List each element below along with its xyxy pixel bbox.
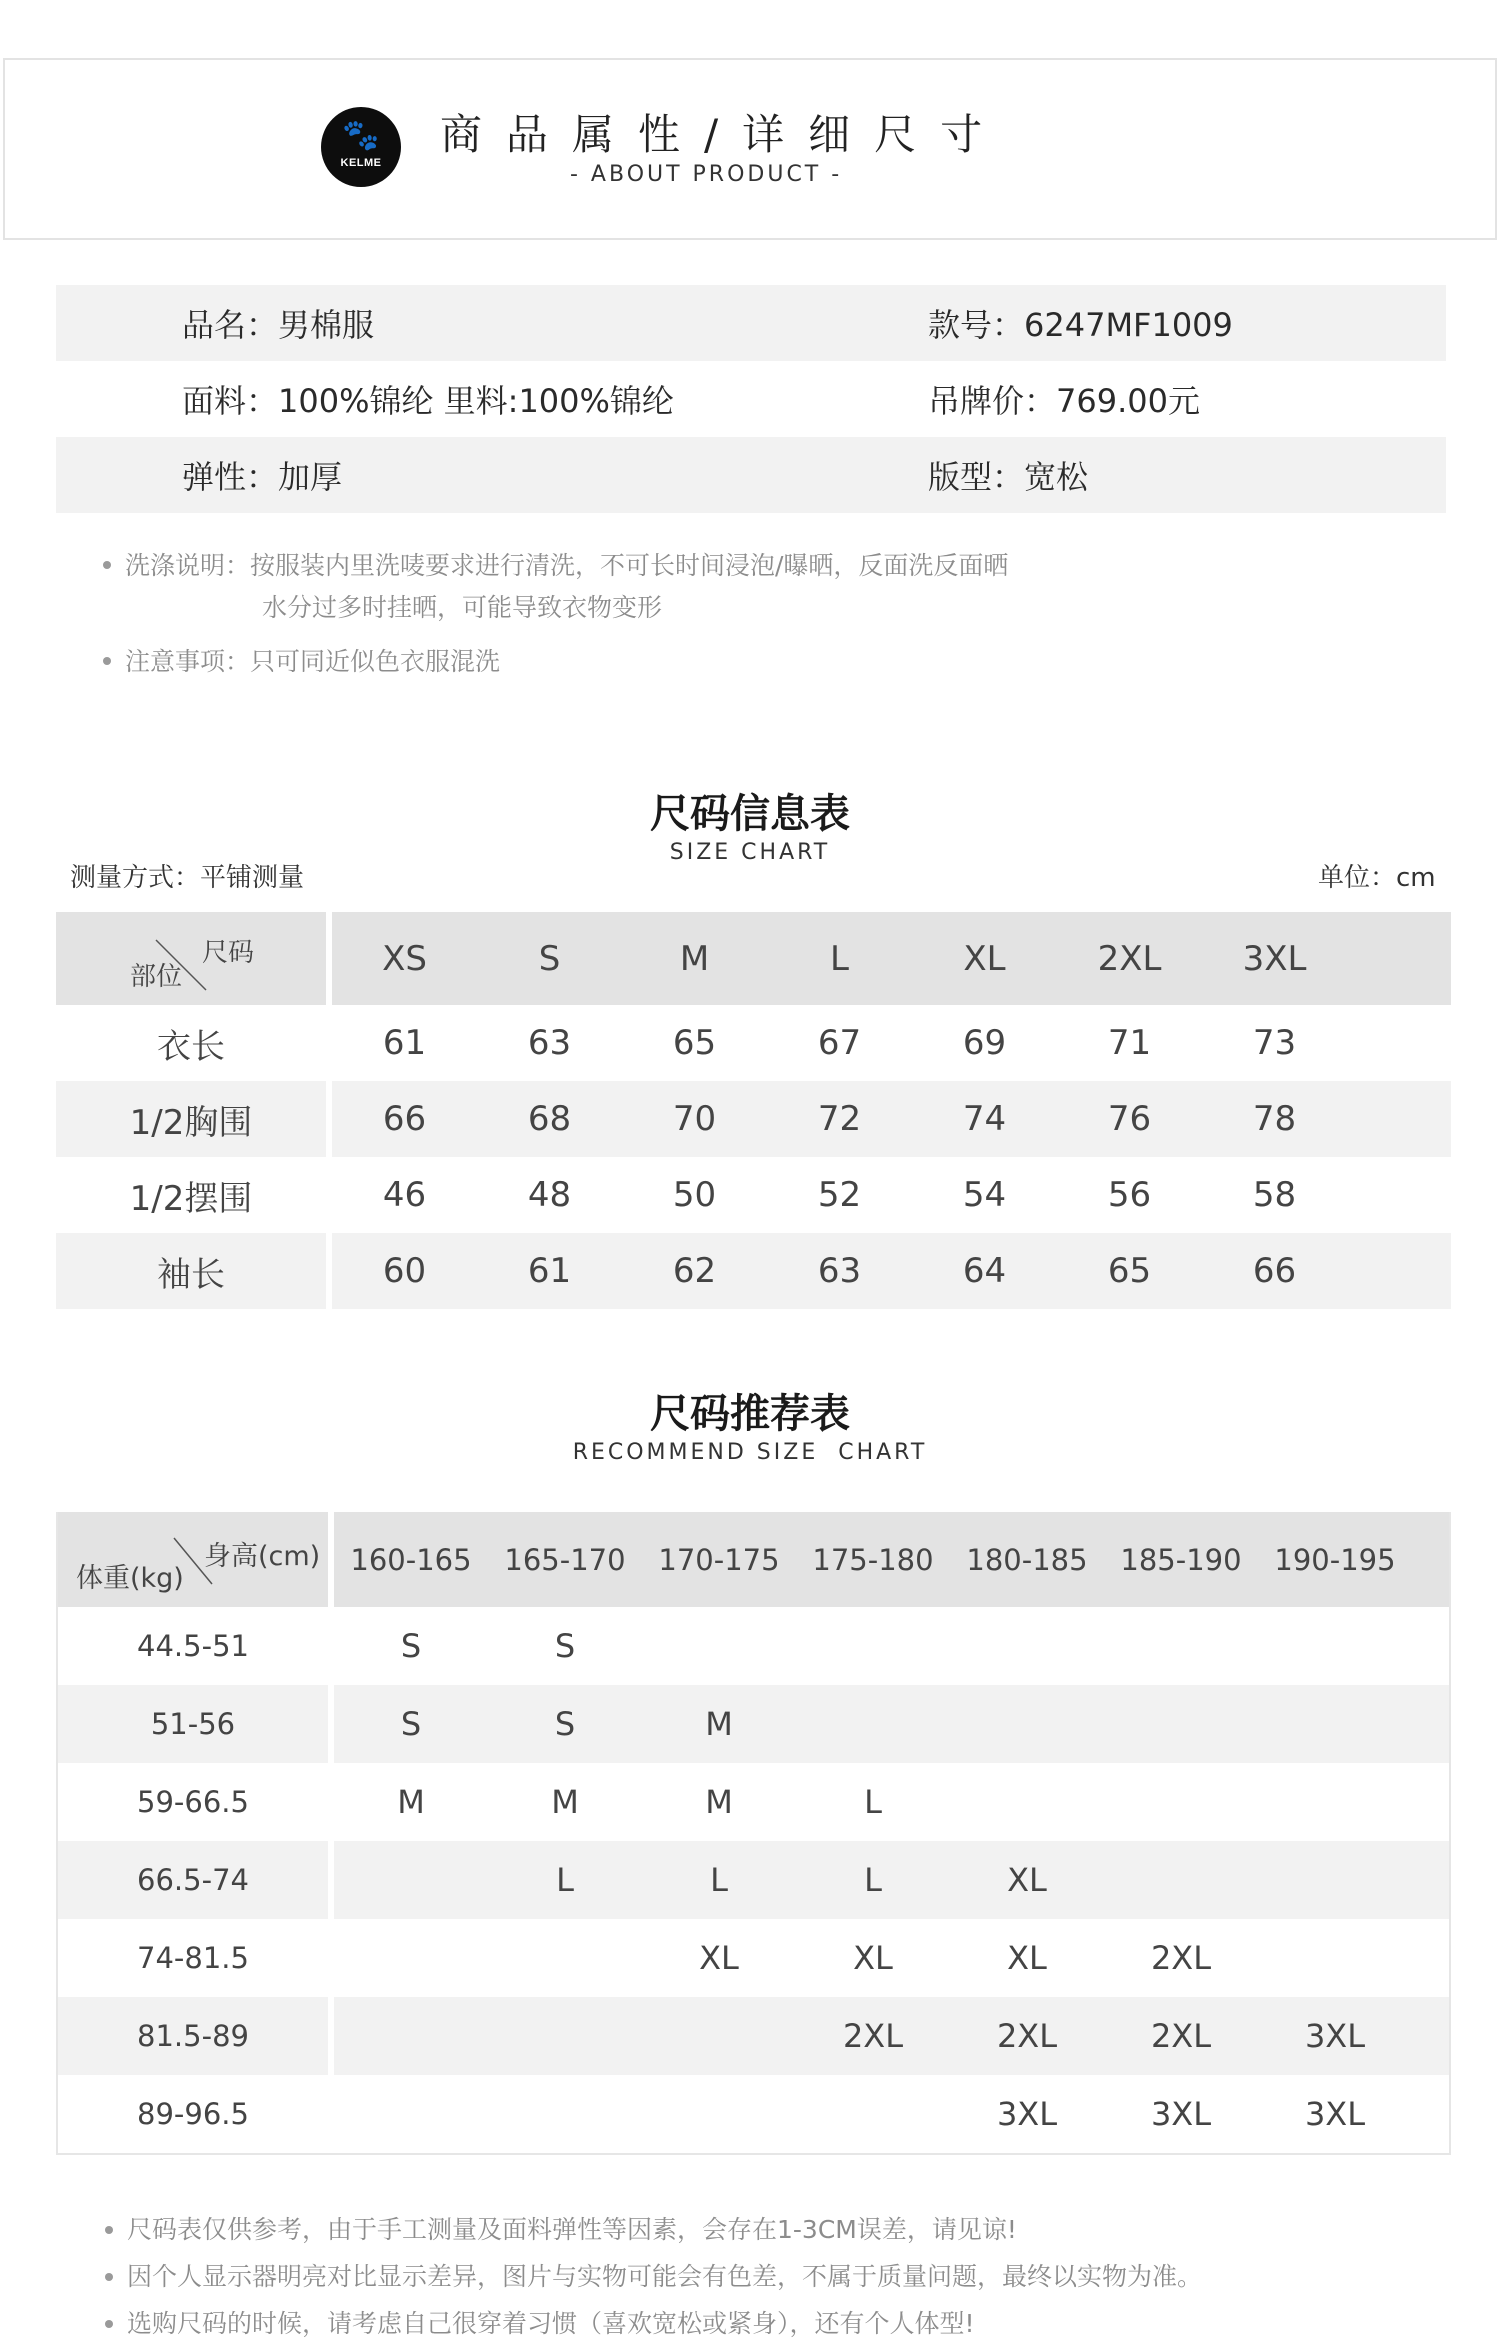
bottom-notes [105,2206,1445,2347]
table-cell: 60 [382,1251,427,1291]
table-row [58,1997,1449,2075]
row-cells [334,1705,1412,1743]
table-row [58,2075,1449,2153]
wash-note [103,545,1403,587]
paw-icon: 🐾 [342,118,380,153]
table-row [56,1157,1451,1233]
size-chart-title: 尺码信息表 [650,791,850,837]
size-column-header: 3XL [1242,938,1307,979]
table-cell: 63 [817,1251,862,1291]
size-column-header: L [830,938,849,979]
wash-note-text: 洗涤说明：按服装内里洗唛要求进行清洗，不可长时间浸泡/曝晒，反面洗反面晒 [125,551,1009,580]
brand-logo [321,107,401,187]
row-label: 1/2摆围 [129,1178,253,1219]
table-cell: L [864,1783,882,1821]
table-cell [1258,1627,1412,1665]
table-cell: 3XL [1304,2095,1366,2133]
table-cell: 68 [527,1099,572,1139]
weight-label: 44.5-51 [137,1629,249,1663]
table-cell: S [400,1705,422,1743]
table-cell [950,1627,1104,1665]
attribute-elasticity: 弹性：加厚 [182,458,343,496]
attention-note [103,641,1403,683]
bullet-icon [105,2320,113,2328]
table-cell: 3XL [1304,2017,1366,2055]
table-cell: S [554,1705,576,1743]
size-chart-subtitle: SIZE CHART [669,840,831,865]
table-cell: 71 [1107,1023,1152,1063]
row-cells [332,1251,1347,1291]
table-cell: 2XL [996,2017,1058,2055]
table-cell [950,1705,1104,1743]
wash-note-text-cont: 水分过多时挂晒，可能导致衣物变形 [262,593,663,622]
bottom-note-text: 因个人显示器明亮对比显示差异，图片与实物可能会有色差，不属于质量问题，最终以实物为准。 [127,2262,1203,2291]
table-cell: XL [853,1939,893,1977]
table-cell: 46 [382,1175,427,1215]
table-cell: S [400,1627,422,1665]
table-cell [1258,1783,1412,1821]
height-column-header: 170-175 [658,1542,780,1577]
table-cell: XL [699,1939,739,1977]
weight-label: 59-66.5 [137,1785,249,1819]
care-notes [103,545,1403,683]
table-cell: 2XL [1150,1939,1212,1977]
row-label: 袖长 [157,1254,225,1295]
weight-label: 74-81.5 [137,1941,249,1975]
row-cells [334,1783,1412,1821]
bullet-icon [103,561,111,569]
attribute-row [56,361,1446,437]
bottom-note [105,2300,1445,2347]
table-cell: 72 [817,1099,862,1139]
row-cells [334,2095,1412,2133]
table-row [56,1233,1451,1309]
page-subtitle: - ABOUT PRODUCT - [570,162,843,187]
height-column-header: 160-165 [350,1542,472,1577]
table-cell: 48 [527,1175,572,1215]
bullet-icon [105,2273,113,2281]
attention-note-text: 注意事项：只可同近似色衣服混洗 [125,647,501,676]
attribute-fabric: 面料：100%锦纶 里料:100%锦纶 [182,382,674,420]
recommend-chart-subtitle: RECOMMEND SIZE CHART [572,1440,928,1465]
table-cell: 74 [962,1099,1007,1139]
size-column-header: XS [382,938,427,979]
recommend-table [56,1512,1451,2155]
table-cell: 76 [1107,1099,1152,1139]
row-cells [332,1099,1347,1139]
table-cell [334,1939,488,1977]
table-cell: M [551,1783,579,1821]
table-cell [1104,1627,1258,1665]
table-cell: 61 [527,1251,572,1291]
table-cell: 56 [1107,1175,1152,1215]
corner-cell [58,1512,328,1607]
table-cell: 66 [1252,1251,1297,1291]
height-column-header: 165-170 [504,1542,626,1577]
table-cell: 66 [382,1099,427,1139]
attribute-fit: 版型：宽松 [928,458,1089,496]
table-cell [334,2095,488,2133]
table-cell: L [710,1861,728,1899]
height-column-header: 190-195 [1274,1542,1396,1577]
size-table [56,912,1451,1309]
table-cell [642,2017,796,2055]
size-table-header [56,912,1451,1005]
recommend-table-header [58,1512,1449,1607]
table-cell [334,2017,488,2055]
table-cell: XL [1007,1939,1047,1977]
row-cells [332,1023,1347,1063]
table-cell: 73 [1252,1023,1297,1063]
size-column-header: M [679,938,710,979]
table-cell: 61 [382,1023,427,1063]
table-cell [334,1861,488,1899]
bottom-note-text: 选购尺码的时候，请考虑自己很穿着习惯（喜欢宽松或紧身），还有个人体型! [127,2309,975,2338]
table-cell [1104,1705,1258,1743]
height-column-header: 175-180 [812,1542,934,1577]
table-cell: 70 [672,1099,717,1139]
table-cell: 3XL [1150,2095,1212,2133]
table-cell [1104,1861,1258,1899]
table-cell: 64 [962,1251,1007,1291]
table-cell [488,2095,642,2133]
size-column-header: XL [963,938,1006,979]
table-cell: 67 [817,1023,862,1063]
bottom-note-text: 尺码表仅供参考，由于手工测量及面料弹性等因素，会存在1-3CM误差，请见谅! [127,2215,1017,2244]
table-cell [488,2017,642,2055]
attribute-row [56,285,1446,361]
corner-bottom-label: 部位 [130,962,183,992]
corner-cell [56,912,326,1005]
table-cell [1258,1861,1412,1899]
table-cell [796,1627,950,1665]
table-cell: 2XL [842,2017,904,2055]
weight-label: 89-96.5 [137,2097,249,2131]
table-row [58,1919,1449,1997]
attribute-style-no: 款号：6247MF1009 [928,306,1233,344]
attribute-table [56,285,1446,513]
row-cells [334,2017,1412,2055]
table-cell: 58 [1252,1175,1297,1215]
unit-label: 单位：cm [1318,863,1436,893]
measure-method: 测量方式：平铺测量 [70,863,305,893]
weight-label: 81.5-89 [137,2019,249,2053]
table-cell: L [864,1861,882,1899]
attribute-name: 品名：男棉服 [182,306,375,344]
table-cell [1258,1705,1412,1743]
corner-top-label: 尺码 [202,938,255,968]
attribute-price: 吊牌价：769.00元 [928,382,1200,420]
table-cell: 50 [672,1175,717,1215]
table-row [58,1685,1449,1763]
table-row [56,1081,1451,1157]
table-cell: L [556,1861,574,1899]
bottom-note [105,2206,1445,2253]
row-cells [334,1939,1412,1977]
table-row [58,1763,1449,1841]
height-column-header: 180-185 [966,1542,1088,1577]
table-cell: 62 [672,1251,717,1291]
table-cell: 54 [962,1175,1007,1215]
size-header-cells [332,939,1347,979]
table-cell [796,2095,950,2133]
row-cells [332,1175,1347,1215]
attribute-row [56,437,1446,513]
table-cell: XL [1007,1861,1047,1899]
height-column-header: 185-190 [1120,1542,1242,1577]
bullet-icon [103,657,111,665]
table-cell [488,1939,642,1977]
table-cell: M [705,1705,733,1743]
row-label: 衣长 [157,1026,225,1067]
corner-diagonal [56,912,326,1005]
bullet-icon [105,2226,113,2234]
recommend-chart-title: 尺码推荐表 [650,1391,850,1437]
table-cell: S [554,1627,576,1665]
row-label: 1/2胸围 [129,1102,253,1143]
table-cell: 65 [1107,1251,1152,1291]
brand-name: KELME [340,157,382,169]
table-row [58,1841,1449,1919]
table-cell: 65 [672,1023,717,1063]
table-cell: M [705,1783,733,1821]
table-cell [1258,1939,1412,1977]
table-cell [642,1627,796,1665]
size-column-header: S [538,938,561,979]
page-title: 商品属性/详细尺寸 [440,110,1007,159]
recommend-header-cells [334,1543,1412,1577]
table-cell: 69 [962,1023,1007,1063]
table-cell [796,1705,950,1743]
corner-top-label: 身高(cm) [204,1541,321,1572]
table-cell: 2XL [1150,2017,1212,2055]
corner-bottom-label: 体重(kg) [76,1563,184,1594]
table-cell [642,2095,796,2133]
size-column-header: 2XL [1097,938,1162,979]
weight-label: 66.5-74 [137,1863,249,1897]
table-cell: 3XL [996,2095,1058,2133]
row-cells [334,1861,1412,1899]
table-cell [1104,1783,1258,1821]
table-row [56,1005,1451,1081]
table-cell: 52 [817,1175,862,1215]
table-cell: 78 [1252,1099,1297,1139]
weight-label: 51-56 [150,1707,236,1741]
table-cell [950,1783,1104,1821]
row-cells [334,1627,1412,1665]
table-cell: M [397,1783,425,1821]
table-cell: 63 [527,1023,572,1063]
bottom-note [105,2253,1445,2300]
table-row [58,1607,1449,1685]
